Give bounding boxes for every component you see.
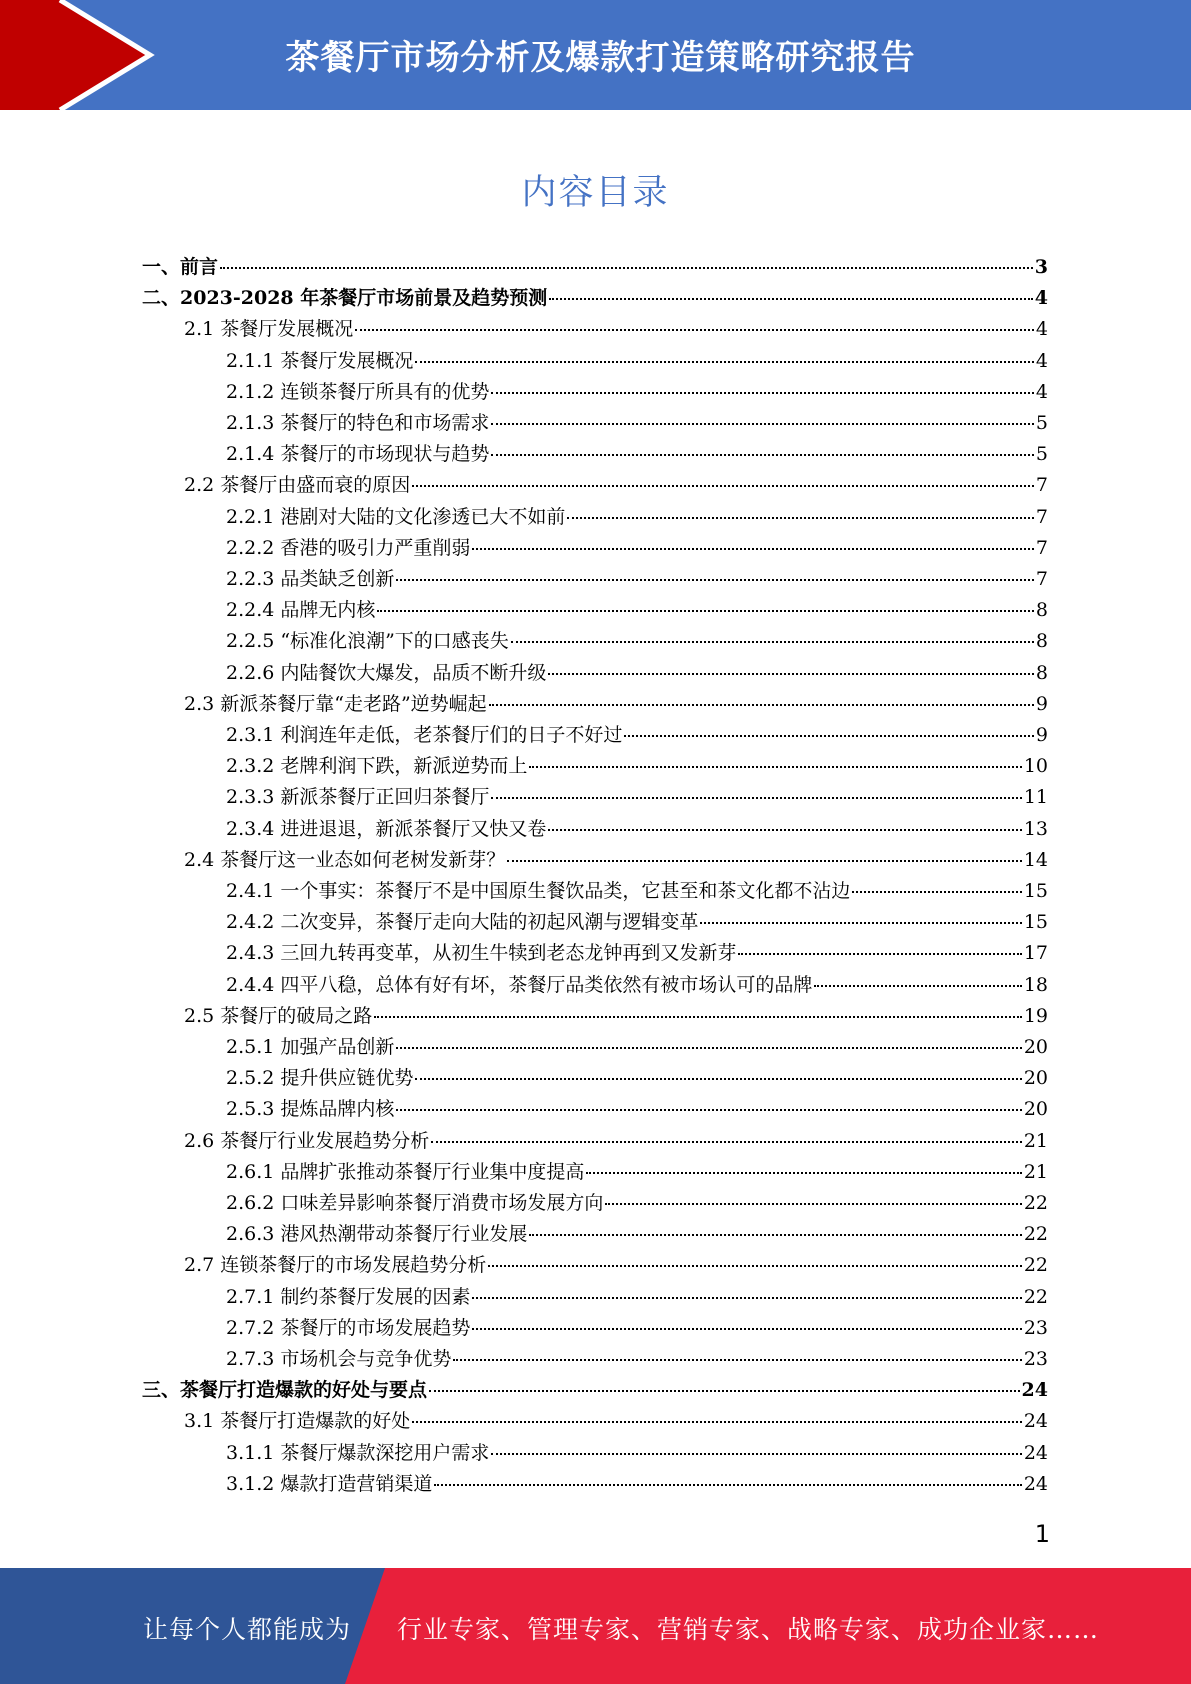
toc-entry[interactable]	[226, 1282, 1048, 1313]
toc-entry-page: 21	[1023, 1160, 1048, 1183]
toc-dot-leader	[396, 1047, 1021, 1049]
toc-entry[interactable]	[226, 876, 1048, 907]
toc-entry-label: 2.2.5 “标准化浪潮”下的口感丧失	[226, 630, 509, 653]
toc-entry-label: 2.6.1 品牌扩张推动茶餐厅行业集中度提高	[226, 1160, 585, 1183]
footer-banner	[0, 1568, 1191, 1684]
toc-entry-page: 11	[1023, 786, 1048, 809]
toc-entry-page: 10	[1023, 755, 1048, 778]
toc-entry[interactable]	[226, 1157, 1048, 1188]
toc-entry-page: 13	[1023, 817, 1048, 840]
toc-dot-leader	[453, 1359, 1021, 1361]
toc-entry-page: 3	[1034, 256, 1048, 278]
toc-entry-label: 2.2.6 内陆餐饮大爆发，品质不断升级	[226, 661, 547, 684]
toc-entry[interactable]	[226, 938, 1048, 969]
toc-entry[interactable]	[226, 907, 1048, 938]
toc-entry[interactable]	[184, 314, 1048, 345]
toc-entry-label: 2.4.1 一个事实：茶餐厅不是中国原生餐饮品类，它甚至和茶文化都不沾边	[226, 880, 851, 902]
toc-entry-label: 2.6 茶餐厅行业发展趋势分析	[184, 1129, 430, 1152]
toc-dot-leader	[548, 673, 1034, 675]
toc-dot-leader	[488, 1265, 1022, 1267]
toc-dot-leader	[396, 1109, 1021, 1111]
toc-entry-page: 23	[1023, 1316, 1048, 1339]
toc-entry[interactable]	[226, 533, 1048, 564]
toc-entry[interactable]	[184, 470, 1048, 501]
toc-dot-leader	[489, 704, 1034, 706]
toc-dot-leader	[374, 1016, 1022, 1018]
toc-entry-label: 2.1.3 茶餐厅的特色和市场需求	[226, 412, 490, 434]
toc-dot-leader	[491, 797, 1021, 799]
toc-entry[interactable]	[226, 814, 1048, 845]
toc-entry-page: 5	[1035, 443, 1048, 466]
toc-entry-label: 2.7.1 制约茶餐厅发展的因素	[226, 1285, 471, 1308]
toc-entry-page: 7	[1035, 536, 1048, 559]
toc-entry[interactable]	[226, 1344, 1048, 1375]
toc-entry-label: 3.1.2 爆款打造营销渠道	[226, 1472, 433, 1495]
toc-entry[interactable]	[184, 1406, 1048, 1437]
toc-entry-label: 2.5.2 提升供应链优势	[226, 1067, 414, 1090]
toc-entry[interactable]	[226, 1188, 1048, 1219]
footer-slogan-left: 让每个人都能成为	[143, 1615, 352, 1644]
toc-entry[interactable]	[142, 283, 1048, 314]
toc-entry-label: 2.1 茶餐厅发展概况	[184, 318, 354, 341]
toc-dot-leader	[429, 1390, 1020, 1392]
header-banner	[0, 0, 1191, 110]
toc-entry-page: 18	[1023, 973, 1048, 996]
toc-entry[interactable]	[226, 1032, 1048, 1063]
toc-dot-leader	[814, 985, 1021, 987]
toc-entry[interactable]	[226, 564, 1048, 595]
toc-entry-page: 4	[1035, 380, 1048, 403]
toc-entry-page: 14	[1023, 848, 1048, 871]
toc-entry-page: 20	[1023, 1036, 1048, 1058]
toc-entry[interactable]	[142, 252, 1048, 283]
toc-entry-page: 8	[1035, 661, 1048, 684]
toc-entry-page: 7	[1035, 568, 1048, 590]
toc-dot-leader	[491, 1453, 1021, 1455]
toc-dot-leader	[412, 1421, 1022, 1423]
toc-entry-label: 2.5.1 加强产品创新	[226, 1036, 395, 1058]
toc-dot-leader	[472, 548, 1034, 550]
toc-entry[interactable]	[226, 346, 1048, 377]
toc-dot-leader	[529, 766, 1021, 768]
toc-entry-page: 24	[1023, 1441, 1048, 1464]
toc-entry-label: 2.3.1 利润连年走低，老茶餐厅们的日子不好过	[226, 724, 623, 746]
toc-entry[interactable]	[184, 1001, 1048, 1032]
toc-entry-page: 22	[1023, 1285, 1048, 1308]
toc-entry-page: 4	[1035, 318, 1048, 341]
toc-entry-label: 三、茶餐厅打造爆款的好处与要点	[142, 1379, 428, 1402]
toc-dot-leader	[491, 454, 1034, 456]
toc-dot-leader	[511, 641, 1034, 643]
toc-entry[interactable]	[226, 1438, 1048, 1469]
toc-entry-label: 2.2.4 品牌无内核	[226, 599, 376, 622]
toc-dot-leader	[220, 267, 1033, 269]
report-title: 茶餐厅市场分析及爆款打造策略研究报告	[285, 38, 916, 78]
toc-entry[interactable]	[184, 1126, 1048, 1157]
toc-entry-page: 24	[1023, 1410, 1048, 1433]
toc-entry-page: 22	[1023, 1192, 1048, 1214]
toc-entry-page: 9	[1035, 724, 1048, 746]
toc-entry[interactable]	[226, 595, 1048, 626]
toc-entry-label: 一、前言	[142, 256, 219, 278]
toc-entry-page: 24	[1023, 1472, 1048, 1495]
toc-dot-leader	[567, 517, 1034, 519]
toc-entry[interactable]	[226, 1063, 1048, 1094]
toc-dot-leader	[412, 485, 1034, 487]
toc-entry[interactable]	[226, 1313, 1048, 1344]
toc-entry[interactable]	[226, 408, 1048, 439]
toc-entry-page: 20	[1023, 1098, 1048, 1121]
toc-entry-label: 2.2.1 港剧对大陆的文化渗透已大不如前	[226, 505, 566, 528]
toc-dot-leader	[491, 423, 1034, 425]
toc-entry-page: 4	[1035, 349, 1048, 372]
toc-entry-page: 23	[1023, 1348, 1048, 1370]
toc-entry-page: 7	[1035, 474, 1048, 497]
toc-entry-label: 2.3.4 进进退退，新派茶餐厅又快又卷	[226, 817, 547, 840]
toc-entry-page: 17	[1023, 942, 1048, 965]
toc-entry-page: 8	[1035, 599, 1048, 622]
toc-entry-label: 3.1 茶餐厅打造爆款的好处	[184, 1410, 411, 1433]
toc-heading: 内容目录	[521, 173, 670, 213]
toc-entry-label: 2.4.4 四平八稳，总体有好有坏，茶餐厅品类依然有被市场认可的品牌	[226, 973, 813, 996]
toc-dot-leader	[431, 1141, 1022, 1143]
toc-entry-label: 2.1.4 茶餐厅的市场现状与趋势	[226, 443, 490, 466]
toc-entry-page: 19	[1023, 1004, 1048, 1027]
toc-dot-leader	[548, 829, 1021, 831]
toc-dot-leader	[415, 361, 1034, 363]
toc-dot-leader	[852, 891, 1021, 893]
toc-entry-label: 2.5.3 提炼品牌内核	[226, 1098, 395, 1121]
toc-dot-leader	[377, 610, 1034, 612]
toc-entry-label: 2.3.2 老牌利润下跌，新派逆势而上	[226, 755, 528, 778]
toc-entry[interactable]	[184, 845, 1048, 876]
toc-entry-label: 二、2023-2028 年茶餐厅市场前景及趋势预测	[142, 287, 548, 310]
toc-entry-label: 2.7.2 茶餐厅的市场发展趋势	[226, 1316, 471, 1339]
toc-entry[interactable]	[226, 751, 1048, 782]
toc-dot-leader	[586, 1172, 1021, 1174]
toc-dot-leader	[472, 1297, 1021, 1299]
toc-dot-leader	[549, 298, 1033, 300]
toc-entry[interactable]	[226, 658, 1048, 689]
toc-entry-page: 9	[1035, 692, 1048, 715]
toc-dot-leader	[415, 1078, 1021, 1080]
toc-entry-label: 3.1.1 茶餐厅爆款深挖用户需求	[226, 1441, 490, 1464]
toc-entry[interactable]	[226, 1219, 1048, 1250]
toc-entry-page: 24	[1021, 1379, 1048, 1402]
toc-entry[interactable]	[226, 782, 1048, 813]
toc-entry-page: 15	[1023, 880, 1048, 902]
toc-dot-leader	[434, 1484, 1021, 1486]
toc-dot-leader	[624, 735, 1034, 737]
toc-entry-label: 2.7 连锁茶餐厅的市场发展趋势分析	[184, 1254, 487, 1277]
toc-entry-label: 2.4.2 二次变异，茶餐厅走向大陆的初起风潮与逻辑变革	[226, 911, 699, 934]
toc-entry[interactable]	[226, 1469, 1048, 1500]
toc-entry-label: 2.5 茶餐厅的破局之路	[184, 1004, 373, 1027]
toc-entry[interactable]	[142, 1375, 1048, 1406]
footer-slogan-right: 行业专家、管理专家、营销专家、战略专家、成功企业家……	[397, 1615, 1100, 1644]
toc-entry-page: 20	[1023, 1067, 1048, 1090]
toc-entry-label: 2.6.2 口味差异影响茶餐厅消费市场发展方向	[226, 1192, 604, 1214]
toc-entry[interactable]	[226, 502, 1048, 533]
toc-entry-label: 2.1.2 连锁茶餐厅所具有的优势	[226, 380, 490, 403]
toc-entry-label: 2.1.1 茶餐厅发展概况	[226, 349, 414, 372]
toc-entry[interactable]	[226, 970, 1048, 1001]
toc-entry[interactable]	[226, 1094, 1048, 1125]
toc-dot-leader	[396, 579, 1034, 581]
toc-entry-page: 22	[1023, 1254, 1048, 1277]
toc-entry[interactable]	[226, 626, 1048, 657]
toc-entry-page: 15	[1023, 911, 1048, 934]
toc-entry-label: 2.2 茶餐厅由盛而衰的原因	[184, 474, 411, 497]
toc-entry-label: 2.6.3 港风热潮带动茶餐厅行业发展	[226, 1223, 528, 1246]
toc-dot-leader	[355, 329, 1034, 331]
toc-entry-label: 2.4.3 三回九转再变革，从初生牛犊到老态龙钟再到又发新芽	[226, 942, 737, 965]
toc-entry-label: 2.7.3 市场机会与竞争优势	[226, 1348, 452, 1370]
toc-entry-page: 8	[1035, 630, 1048, 653]
toc-dot-leader	[507, 860, 1022, 862]
toc-dot-leader	[491, 392, 1034, 394]
toc-entry[interactable]	[226, 720, 1048, 751]
toc-entry-page: 7	[1035, 505, 1048, 528]
toc-entry-label: 2.3.3 新派茶餐厅正回归茶餐厅	[226, 786, 490, 809]
toc-entry-page: 4	[1034, 287, 1048, 310]
toc-entry-page: 5	[1035, 412, 1048, 434]
toc-entry-page: 21	[1023, 1129, 1048, 1152]
toc-dot-leader	[738, 953, 1021, 955]
toc-entry-page: 22	[1023, 1223, 1048, 1246]
toc-entry[interactable]	[226, 377, 1048, 408]
toc-entry[interactable]	[226, 439, 1048, 470]
toc-entry-label: 2.2.2 香港的吸引力严重削弱	[226, 536, 471, 559]
toc-dot-leader	[605, 1203, 1021, 1205]
toc-entry-label: 2.4 茶餐厅这一业态如何老树发新芽？	[184, 848, 506, 871]
toc-entry-label: 2.2.3 品类缺乏创新	[226, 568, 395, 590]
toc-dot-leader	[700, 922, 1021, 924]
toc-entry[interactable]	[184, 1250, 1048, 1281]
page-number: 1	[1034, 1520, 1050, 1548]
toc-entry-label: 2.3 新派茶餐厅靠“走老路”逆势崛起	[184, 692, 487, 715]
toc-dot-leader	[529, 1234, 1021, 1236]
toc-entry[interactable]	[184, 689, 1048, 720]
toc-dot-leader	[472, 1328, 1021, 1330]
